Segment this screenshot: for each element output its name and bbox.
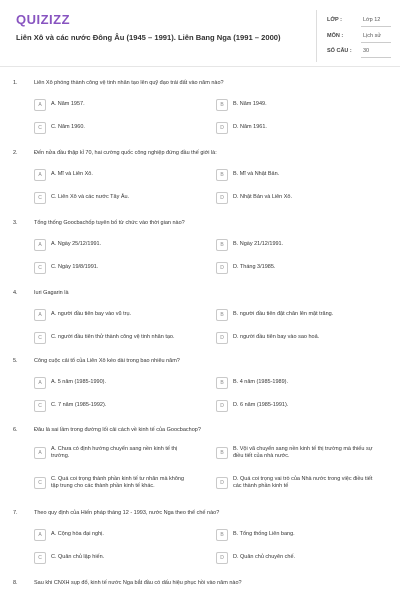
question-number: 8. (13, 580, 18, 586)
option-letter-box: B (216, 377, 228, 389)
meta-underline (361, 26, 391, 27)
option-letter-box: A (34, 447, 46, 459)
option-text: B. Năm 1949. (233, 101, 267, 107)
option-letter-box: D (216, 262, 228, 274)
option-letter-box: C (34, 332, 46, 344)
option-text: B. Mĩ và Nhật Bản. (233, 171, 280, 177)
option-text: A. Cộng hòa đại nghị. (51, 531, 104, 537)
option-letter-box: D (216, 192, 228, 204)
option-text: D. 6 năm (1985-1991). (233, 402, 289, 408)
meta-subject (327, 33, 393, 43)
option-letter-box: D (216, 552, 228, 564)
option-text: C. Ngày 19/8/1991. (51, 264, 99, 270)
meta-underline (361, 42, 391, 43)
meta-subject-value: Lịch sử (363, 33, 382, 39)
meta-count-label: SỐ CÂU : (327, 48, 352, 54)
question-text: Sau khi CNXH sụp đổ, kinh tế nước Nga bắt đầu có dấu hiệu phục hồi vào năm nào? (34, 580, 242, 586)
meta-count (327, 48, 393, 58)
question-number: 5. (13, 358, 18, 364)
option-letter-box: D (216, 332, 228, 344)
option-letter-box: A (34, 169, 46, 181)
header-divider (0, 66, 400, 67)
option-text: A. Mĩ và Liên Xô. (51, 171, 93, 177)
worksheet-meta (316, 10, 393, 62)
option-letter-box: B (216, 99, 228, 111)
meta-underline (361, 57, 391, 58)
option-letter-box: D (216, 400, 228, 412)
question-number: 4. (13, 290, 18, 296)
option-letter-box: B (216, 529, 228, 541)
meta-class (327, 17, 393, 27)
option-text: D. Nhật Bản và Liên Xô. (233, 194, 293, 200)
option-letter-box: C (34, 192, 46, 204)
option-text: A. Chưa có định hướng chuyển sang nền kinh tế thị trường. (51, 446, 178, 459)
option-text: C. người đầu tiên thử thành công vệ tinh nhân tạo. (51, 334, 175, 340)
option-text: C. 7 năm (1985-1992). (51, 402, 107, 408)
option-text: D. người đầu tiên bay vào sao hoả. (233, 334, 320, 340)
option-text: B. Tổng thống Liên bang. (233, 531, 295, 537)
option-letter-box: C (34, 477, 46, 489)
option-letter-box: A (34, 377, 46, 389)
option-text: A. 5 năm (1985-1990). (51, 379, 107, 385)
option-text: B. 4 năm (1985-1989). (233, 379, 289, 385)
option-text: A. Ngày 25/12/1991. (51, 241, 102, 247)
option-text: C. Quân chủ lập hiến. (51, 554, 105, 560)
option-text: D. Năm 1961. (233, 124, 267, 130)
option-letter-box: C (34, 552, 46, 564)
question-text: Tổng thống Goocbachốp tuyên bố từ chức vào thời gian nào? (34, 220, 185, 226)
option-text: D. Tháng 3/1985. (233, 264, 276, 270)
option-text: C. Liên Xô và các nước Tây Âu. (51, 194, 130, 200)
option-text: D. Quân chủ chuyên chế. (233, 554, 296, 560)
option-letter-box: D (216, 477, 228, 489)
option-text: C. Năm 1960. (51, 124, 85, 130)
option-letter-box: B (216, 239, 228, 251)
option-letter-box: B (216, 169, 228, 181)
option-text: B. người đầu tiên đặt chân lên mặt trăng. (233, 311, 334, 317)
option-text: A. người đầu tiên bay vào vũ trụ. (51, 311, 132, 317)
meta-subject-label: MÔN : (327, 33, 344, 39)
question-text: Công cuộc cải tổ của Liên Xô kéo dài trong bao nhiêu năm? (34, 358, 180, 364)
question-text: Đâu là sai lầm trong đường lối cải cách về kinh tế của Goocbachop? (34, 427, 201, 433)
meta-count-value: 30 (363, 48, 370, 54)
option-letter-box: A (34, 529, 46, 541)
worksheet-header (0, 0, 400, 70)
meta-class-label: LỚP : (327, 17, 342, 23)
option-text: A. Năm 1957. (51, 101, 85, 107)
option-letter-box: C (34, 400, 46, 412)
worksheet-title: Liên Xô và các nước Đông Âu (1945 – 1991). Liên Bang Nga (1991 – 2000) (16, 33, 281, 42)
question-text: Liên Xô phóng thành công vệ tinh nhân tạo lên quỹ đạo trái đất vào năm nào? (34, 80, 224, 86)
option-letter-box: D (216, 122, 228, 134)
quizizz-logo: QUIZIZZ (16, 12, 71, 27)
question-number: 2. (13, 150, 18, 156)
option-text: B. Vội vã chuyển sang nền kinh tế thị trường mà thiếu sự điều tiết của nhà nước. (233, 446, 373, 459)
question-text: Iuri Gagarin là (34, 290, 69, 296)
question-number: 3. (13, 220, 18, 226)
option-letter-box: C (34, 262, 46, 274)
question-number: 6. (13, 427, 18, 433)
option-text: B. Ngày 21/12/1991. (233, 241, 284, 247)
option-letter-box: A (34, 99, 46, 111)
option-letter-box: A (34, 309, 46, 321)
option-letter-box: B (216, 447, 228, 459)
question-text: Đến nửa đầu thập kỉ 70, hai cường quốc công nghiệp đứng đầu thế giới là: (34, 150, 217, 156)
option-letter-box: C (34, 122, 46, 134)
option-letter-box: B (216, 309, 228, 321)
meta-class-value: Lớp 12 (363, 17, 381, 23)
question-number: 1. (13, 80, 18, 86)
option-letter-box: A (34, 239, 46, 251)
question-number: 7. (13, 510, 18, 516)
option-text: D. Quá coi trọng vai trò của Nhà nước trong việc điều tiết các thành phần kinh tế (233, 476, 373, 489)
option-text: C. Quá coi trọng thành phần kinh tế tư nhân mà không tập trung cho các thành phần kinh tế khác. (51, 476, 185, 489)
question-text: Theo quy định của Hiến pháp tháng 12 - 1993, nước Nga theo thể chế nào? (34, 510, 220, 516)
